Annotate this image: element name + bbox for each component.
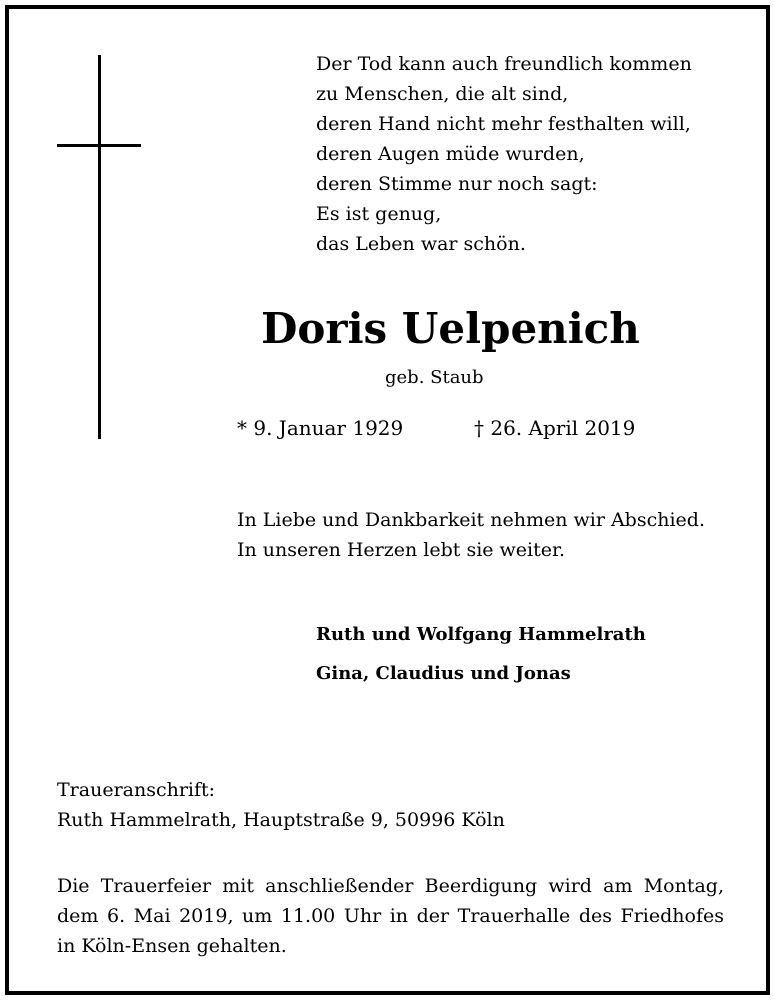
farewell-line: In Liebe und Dankbarkeit nehmen wir Abschied. <box>237 509 705 531</box>
poem-line: zu Menschen, die alt sind, <box>316 83 569 105</box>
mourners-list <box>316 615 646 693</box>
poem-line: deren Hand nicht mehr festhalten will, <box>316 113 691 135</box>
address-value: Ruth Hammelrath, Hauptstraße 9, 50996 Köln <box>57 809 505 831</box>
service-line: dem 6. Mai 2019, um 11.00 Uhr in der Trauerhalle des Friedhofes <box>57 905 724 927</box>
cross-icon-bar <box>57 144 141 147</box>
mourner-line: Ruth und Wolfgang Hammelrath <box>316 624 646 645</box>
birth-date: * 9. Januar 1929 <box>237 416 404 440</box>
obituary-notice <box>5 5 770 995</box>
birth-name: geb. Staub <box>385 367 484 388</box>
farewell-line: In unseren Herzen lebt sie weiter. <box>237 539 566 561</box>
mourning-address <box>57 775 505 835</box>
poem <box>316 49 746 259</box>
service-line: in Köln-Ensen gehalten. <box>57 935 287 957</box>
poem-line: Es ist genug, <box>316 203 442 225</box>
death-date: † 26. April 2019 <box>474 416 636 440</box>
poem-line: deren Augen müde wurden, <box>316 143 585 165</box>
poem-line: das Leben war schön. <box>316 233 526 255</box>
funeral-service-text <box>57 871 724 961</box>
farewell-text <box>237 505 757 565</box>
poem-line: Der Tod kann auch freundlich kommen <box>316 53 692 75</box>
cross-icon <box>98 55 101 439</box>
address-label: Traueranschrift: <box>57 779 216 801</box>
deceased-name: Doris Uelpenich <box>261 304 640 353</box>
service-line: Die Trauerfeier mit anschließender Beerdigung wird am Montag, <box>57 875 724 897</box>
mourner-line: Gina, Claudius und Jonas <box>316 663 571 684</box>
poem-line: deren Stimme nur noch sagt: <box>316 173 598 195</box>
